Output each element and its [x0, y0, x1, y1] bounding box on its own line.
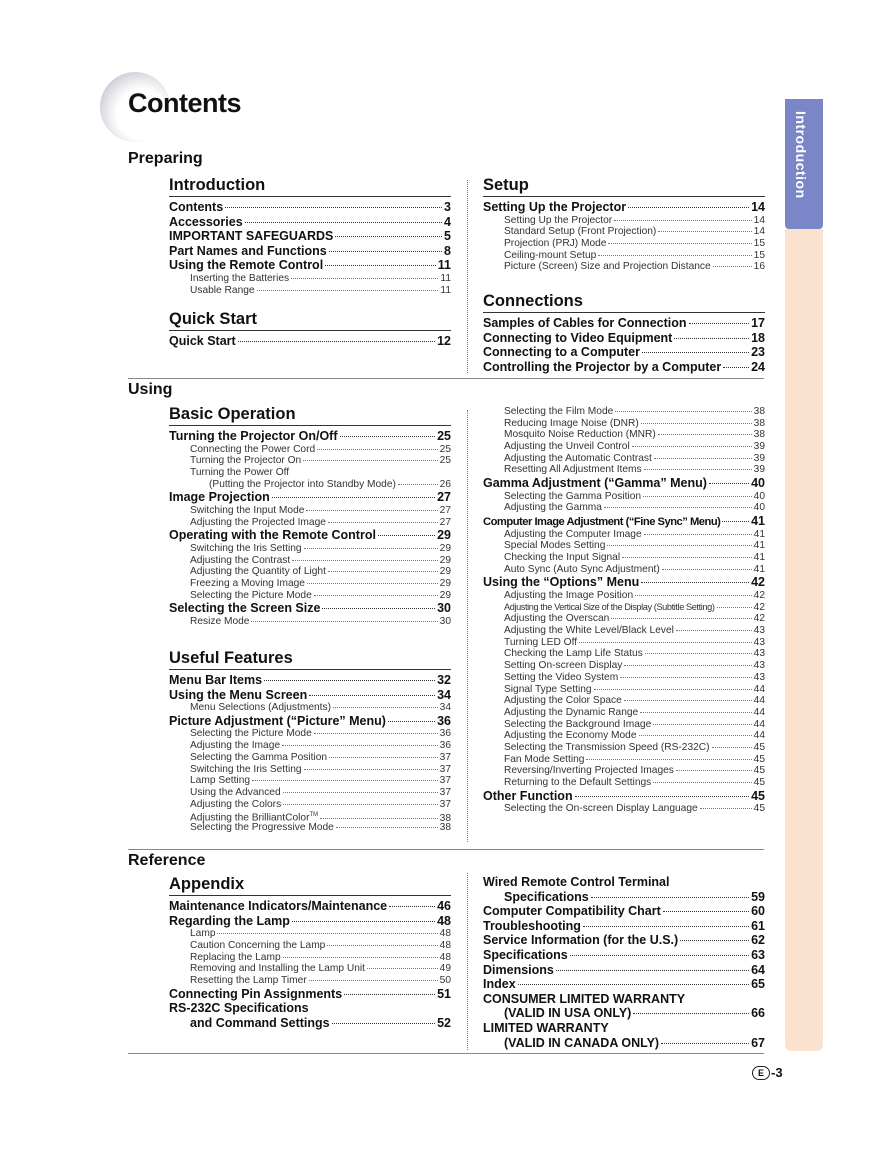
toc-subentry[interactable]: Projection (PRJ) Mode 15 — [504, 237, 765, 249]
toc-subentry[interactable]: (Putting the Projector into Standby Mode) 26 — [209, 478, 451, 490]
toc-entry[interactable]: Image Projection 27 — [169, 490, 451, 505]
toc-entry[interactable]: Connecting Pin Assignments 51 — [169, 986, 451, 1001]
toc-subentry[interactable]: Switching the Input Mode 27 — [190, 504, 451, 516]
toc-entry[interactable]: Specifications 59 — [504, 889, 765, 904]
toc-subentry[interactable]: Adjusting the Economy Mode 44 — [504, 730, 765, 742]
toc-entry[interactable]: and Command Settings 52 — [190, 1015, 451, 1030]
toc-entry[interactable]: Computer Compatibility Chart 60 — [483, 904, 765, 919]
toc-subentry[interactable]: Selecting the Picture Mode 29 — [190, 589, 451, 601]
toc-subentry[interactable]: Resize Mode 30 — [190, 615, 451, 627]
toc-subentry[interactable]: Mosquito Noise Reduction (MNR) 38 — [504, 429, 765, 441]
toc-subentry[interactable]: Using the Advanced 37 — [190, 786, 451, 798]
toc-entry[interactable]: Accessories 4 — [169, 214, 451, 229]
toc-subentry[interactable]: Inserting the Batteries 11 — [190, 272, 451, 284]
page-number-text: -3 — [771, 1065, 783, 1080]
bottom-rule — [128, 1053, 764, 1054]
toc-subentry[interactable]: Adjusting the White Level/Black Level 43 — [504, 625, 765, 637]
page-number — [752, 1065, 783, 1080]
toc-entry[interactable]: Picture Adjustment (“Picture” Menu) 36 — [169, 713, 451, 728]
page-title: Contents — [128, 88, 241, 118]
language-badge: E — [752, 1066, 770, 1080]
toc-entry[interactable]: Maintenance Indicators/Maintenance 46 — [169, 899, 451, 913]
toc-subentry[interactable]: Selecting the Background Image 44 — [504, 718, 765, 730]
toc-subentry[interactable]: Fan Mode Setting 45 — [504, 753, 765, 765]
section-tab-introduction[interactable] — [785, 99, 823, 229]
column-divider — [467, 410, 468, 842]
toc-subentry[interactable]: Selecting the Picture Mode 36 — [190, 728, 451, 740]
toc-entry[interactable]: Using the “Options” Menu 42 — [483, 575, 765, 590]
toc-subentry[interactable]: Adjusting the Gamma 40 — [504, 502, 765, 514]
toc-entry[interactable]: Specifications 63 — [483, 947, 765, 962]
toc-entry[interactable]: Other Function 45 — [483, 788, 765, 803]
toc-subentry[interactable]: Special Modes Setting 41 — [504, 540, 765, 552]
side-strip — [785, 229, 823, 1051]
toc-entry-continued[interactable]: Wired Remote Control Terminal — [483, 875, 670, 889]
toc-column-introduction — [169, 174, 451, 296]
toc-subentry[interactable]: Returning to the Default Settings 45 — [504, 777, 765, 789]
toc-entry[interactable]: Regarding the Lamp 48 — [169, 913, 451, 928]
toc-entry[interactable]: Gamma Adjustment (“Gamma” Menu) 40 — [483, 476, 765, 491]
toc-entry-continued[interactable]: CONSUMER LIMITED WARRANTY — [483, 991, 686, 1006]
toc-entry[interactable]: Contents 3 — [169, 200, 451, 214]
toc-subentry[interactable]: Selecting the Transmission Speed (RS-232C) 45 — [504, 741, 765, 753]
toc-subentry[interactable]: Freezing a Moving Image 29 — [190, 577, 451, 589]
part-rule — [128, 849, 764, 850]
toc-subentry[interactable]: Adjusting the Colors 37 — [190, 798, 451, 810]
toc-entry[interactable]: Service Information (for the U.S.) 62 — [483, 933, 765, 948]
toc-subentry[interactable]: Resetting All Adjustment Items 39 — [504, 464, 765, 476]
toc-subentry[interactable]: Reducing Image Noise (DNR) 38 — [504, 417, 765, 429]
toc-entry[interactable]: Operating with the Remote Control 29 — [169, 528, 451, 543]
toc-entry[interactable]: Troubleshooting 61 — [483, 918, 765, 933]
section-title-appendix: Appendix — [169, 873, 451, 896]
toc-subentry[interactable]: Adjusting the Dynamic Range 44 — [504, 706, 765, 718]
toc-subentry[interactable]: Switching the Iris Setting 29 — [190, 542, 451, 554]
toc-subentry[interactable]: Usable Range 11 — [190, 284, 451, 296]
toc-subentry[interactable]: Turning the Projector On 25 — [190, 455, 451, 467]
toc-subentry[interactable]: Lamp 48 — [190, 928, 451, 940]
toc-entry[interactable]: Dimensions 64 — [483, 962, 765, 977]
toc-column-appendix — [169, 873, 451, 1030]
toc-entry[interactable]: Setting Up the Projector 14 — [483, 200, 765, 214]
toc-entry[interactable]: Connecting to Video Equipment 18 — [483, 330, 765, 345]
toc-column-quick-start — [169, 308, 451, 349]
toc-entry-continued[interactable]: RS-232C Specifications — [169, 1001, 309, 1016]
toc-subentry[interactable]: Adjusting the Quantity of Light 29 — [190, 566, 451, 578]
toc-entry[interactable]: Quick Start 12 — [169, 334, 451, 348]
toc-subentry[interactable]: Setting Up the Projector 14 — [504, 214, 765, 226]
toc-entry[interactable]: Part Names and Functions 8 — [169, 243, 451, 258]
toc-column-connections — [483, 290, 765, 374]
toc-subentry[interactable]: Caution Concerning the Lamp 48 — [190, 939, 451, 951]
toc-subentry[interactable]: Checking the Input Signal 41 — [504, 552, 765, 564]
toc-entry[interactable]: Controlling the Projector by a Computer 24 — [483, 359, 765, 374]
toc-subentry[interactable]: Adjusting the Unveil Control 39 — [504, 441, 765, 453]
toc-entry[interactable]: Turning the Projector On/Off 25 — [169, 429, 451, 443]
toc-subentry[interactable]: Adjusting the Image 36 — [190, 740, 451, 752]
toc-entry[interactable]: Menu Bar Items 32 — [169, 673, 451, 687]
toc-subentry[interactable]: Selecting the Gamma Position 37 — [190, 751, 451, 763]
toc-entry[interactable]: Selecting the Screen Size 30 — [169, 601, 451, 616]
toc-subentry[interactable]: Selecting the Progressive Mode 38 — [190, 821, 451, 833]
toc-subentry[interactable]: Ceiling-mount Setup 15 — [504, 249, 765, 261]
toc-entry[interactable]: Computer Image Adjustment (“Fine Sync” Menu) 41 — [483, 514, 765, 529]
toc-column-using-continued — [483, 406, 765, 815]
toc-column-reference-continued — [483, 875, 765, 1050]
toc-subentry[interactable]: Resetting the Lamp Timer 50 — [190, 974, 451, 986]
section-title-basic-operation: Basic Operation — [169, 403, 451, 426]
part-heading-using: Using — [128, 381, 173, 398]
part-rule — [128, 378, 764, 379]
toc-column-useful-features — [169, 647, 451, 834]
toc-subentry[interactable]: Checking the Lamp Life Status 43 — [504, 648, 765, 660]
toc-subentry[interactable]: Connecting the Power Cord 25 — [190, 443, 451, 455]
toc-subentry[interactable]: Adjusting the Vertical Size of the Display (Subtitle Setting) 42 — [504, 601, 765, 613]
column-divider — [467, 873, 468, 1050]
section-title-quick-start: Quick Start — [169, 308, 451, 331]
toc-entry[interactable]: Index 65 — [483, 977, 765, 992]
toc-column-basic-operation — [169, 403, 451, 628]
toc-entry[interactable]: (VALID IN USA ONLY) 66 — [504, 1006, 765, 1021]
toc-subentry[interactable]: Picture (Screen) Size and Projection Distance 16 — [504, 261, 765, 273]
toc-subentry[interactable]: Adjusting the Contrast 29 — [190, 554, 451, 566]
section-title-useful-features: Useful Features — [169, 647, 451, 670]
toc-subentry[interactable]: Selecting the On-screen Display Language 45 — [504, 803, 765, 815]
toc-subentry[interactable]: Adjusting the Image Position 42 — [504, 590, 765, 602]
toc-subentry[interactable]: Adjusting the Projected Image 27 — [190, 516, 451, 528]
toc-entry[interactable]: Using the Remote Control 11 — [169, 258, 451, 273]
section-title-connections: Connections — [483, 290, 765, 313]
toc-subentry[interactable]: Removing and Installing the Lamp Unit 49 — [190, 963, 451, 975]
toc-subentry[interactable]: Adjusting the Automatic Contrast 39 — [504, 452, 765, 464]
toc-entry-continued[interactable]: LIMITED WARRANTY — [483, 1020, 609, 1035]
toc-column-setup — [483, 174, 765, 273]
toc-subentry[interactable]: Replacing the Lamp 48 — [190, 951, 451, 963]
toc-subentry[interactable]: Setting On-screen Display 43 — [504, 660, 765, 672]
toc-entry[interactable]: Connecting to a Computer 23 — [483, 345, 765, 360]
toc-subentry[interactable]: Reversing/Inverting Projected Images 45 — [504, 765, 765, 777]
toc-subentry[interactable]: Auto Sync (Auto Sync Adjustment) 41 — [504, 563, 765, 575]
toc-subentry[interactable]: Switching the Iris Setting 37 — [190, 763, 451, 775]
toc-subentry[interactable]: Setting the Video System 43 — [504, 671, 765, 683]
toc-entry[interactable]: (VALID IN CANADA ONLY) 67 — [504, 1035, 765, 1050]
toc-entry[interactable]: IMPORTANT SAFEGUARDS 5 — [169, 229, 451, 244]
column-divider — [467, 180, 468, 373]
section-title-setup: Setup — [483, 174, 765, 197]
section-title-introduction: Introduction — [169, 174, 451, 197]
toc-subentry[interactable]: Adjusting the Computer Image 41 — [504, 528, 765, 540]
toc-subentry[interactable]: Standard Setup (Front Projection) 14 — [504, 226, 765, 238]
part-heading-preparing: Preparing — [128, 150, 203, 167]
toc-subentry[interactable]: Menu Selections (Adjustments) 34 — [190, 702, 451, 714]
part-heading-reference: Reference — [128, 852, 206, 869]
toc-subentry[interactable]: Signal Type Setting 44 — [504, 683, 765, 695]
toc-subentry[interactable]: Adjusting the Color Space 44 — [504, 695, 765, 707]
section-tab-label: Introduction — [793, 111, 809, 199]
toc-subentry[interactable]: Adjusting the BrilliantColor™ 38 — [190, 812, 451, 824]
toc-subentry[interactable]: Adjusting the Overscan 42 — [504, 613, 765, 625]
toc-subentry[interactable]: Lamp Setting 37 — [190, 775, 451, 787]
toc-subentry[interactable]: Turning LED Off 43 — [504, 636, 765, 648]
toc-entry[interactable]: Samples of Cables for Connection 17 — [483, 316, 765, 330]
toc-subentry-continued[interactable]: Turning the Power Off — [190, 466, 290, 478]
toc-subentry[interactable]: Selecting the Gamma Position 40 — [504, 490, 765, 502]
toc-entry[interactable]: Using the Menu Screen 34 — [169, 687, 451, 702]
toc-subentry[interactable]: Selecting the Film Mode 38 — [504, 406, 765, 417]
